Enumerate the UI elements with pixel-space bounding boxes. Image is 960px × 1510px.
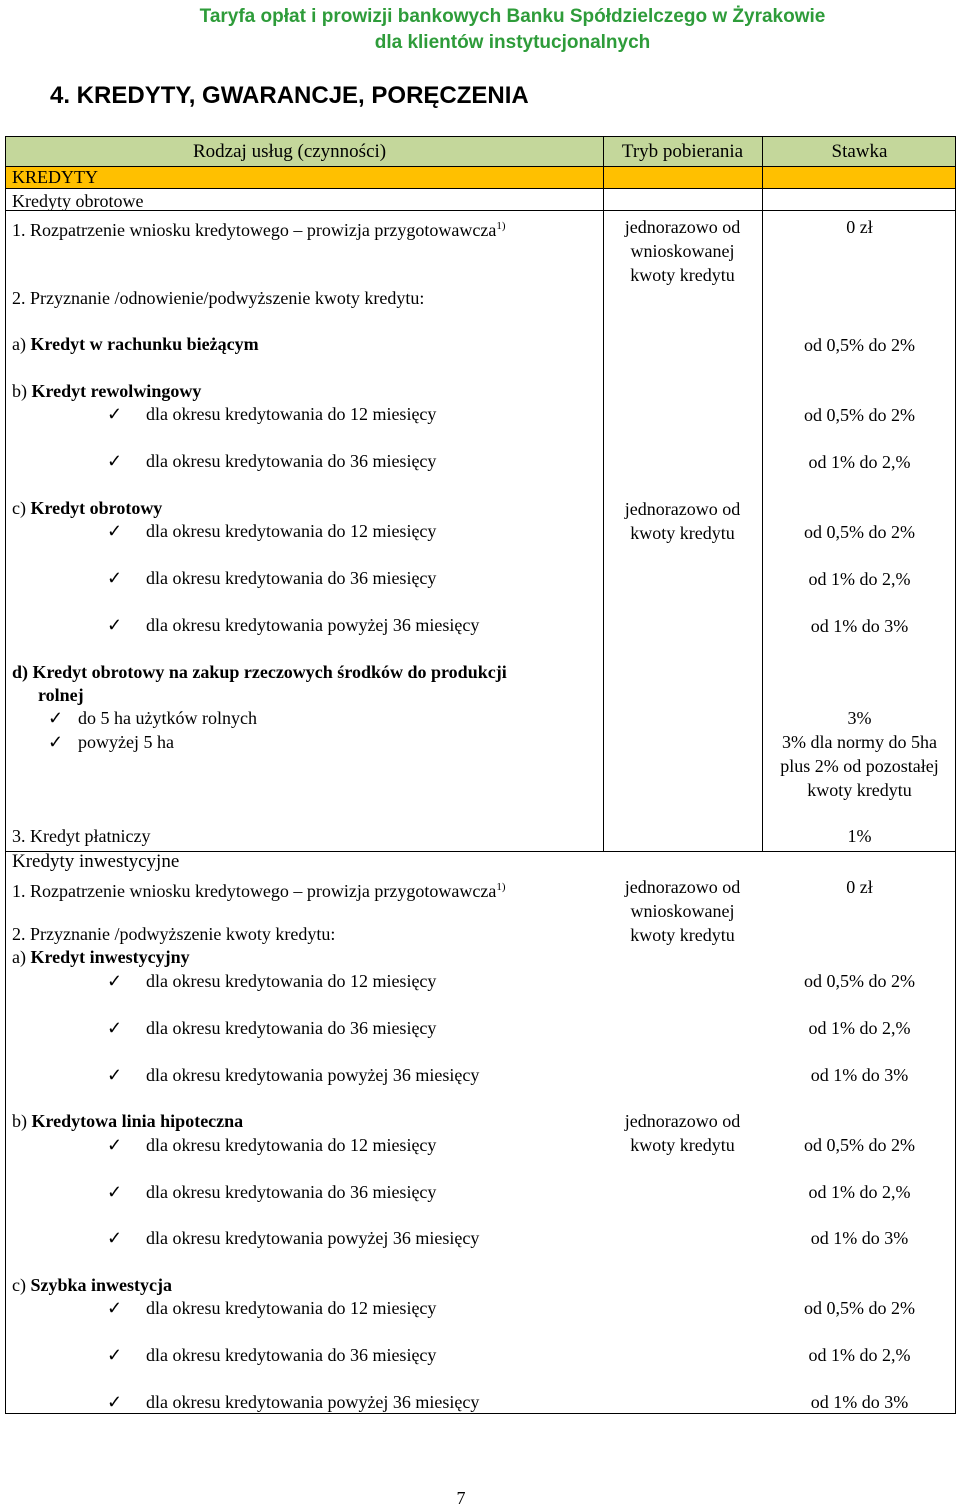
check-icon: ✓ xyxy=(107,1135,123,1155)
check-icon: ✓ xyxy=(107,1065,123,1085)
period-label: dla okresu kredytowania powyżej 36 miesięcy xyxy=(146,1065,480,1085)
check-icon: ✓ xyxy=(107,1228,123,1248)
check-icon: ✓ xyxy=(107,1392,123,1412)
period-label: dla okresu kredytowania powyżej 36 miesięcy xyxy=(146,615,480,635)
check-icon: ✓ xyxy=(107,1018,123,1038)
mode-line: kwoty kredytu xyxy=(630,265,735,285)
fee-rate xyxy=(763,706,956,802)
item-prefix: b) xyxy=(12,1111,32,1131)
period-label: dla okresu kredytowania do 36 miesięcy xyxy=(146,568,437,588)
footnote-marker: 1) xyxy=(496,220,506,232)
page-number: 7 xyxy=(456,1488,466,1508)
footnote-marker: 1) xyxy=(496,881,506,893)
fee-rate: od 1% do 2,% xyxy=(808,452,911,472)
column-header-mode: Tryb pobierania xyxy=(621,141,744,162)
mode-line: jednorazowo od xyxy=(624,877,741,897)
check-icon: ✓ xyxy=(48,732,64,752)
section-title: 4. KREDYTY, GWARANCJE, PORĘCZENIA xyxy=(50,82,529,109)
item-prefix: a) xyxy=(12,947,31,967)
rate-line: 3% dla normy do 5ha xyxy=(782,732,937,752)
rate-line: 3% xyxy=(847,708,872,728)
credit-type xyxy=(12,333,259,355)
period-label: dla okresu kredytowania do 36 miesięcy xyxy=(146,451,437,471)
rate-line: plus 2% od pozostałej xyxy=(780,756,939,776)
mode-line: jednorazowo od xyxy=(624,499,741,519)
credit-type-title: rolnej xyxy=(38,685,84,705)
mode-line: wnioskowanej xyxy=(630,901,735,921)
fee-rate: od 1% do 2,% xyxy=(808,1345,911,1365)
category-label: KREDYTY xyxy=(12,167,98,187)
mode-line: wnioskowanej xyxy=(630,241,735,261)
document-header-title: Taryfa opłat i prowizji bankowych Banku Spółdzielczego w Żyrakowie xyxy=(199,6,826,27)
credit-type-title: Kredyt inwestycyjny xyxy=(30,947,190,967)
fee-rate: od 0,5% do 2% xyxy=(804,971,915,991)
credit-type-title: Kredyt rewolwingowy xyxy=(31,381,202,401)
fee-rate: od 0,5% do 2% xyxy=(804,1135,915,1155)
fee-rate: od 0,5% do 2% xyxy=(804,335,915,355)
fee-mode xyxy=(604,215,761,287)
mode-line: jednorazowo od xyxy=(624,217,741,237)
column-header-rate: Stawka xyxy=(831,141,888,162)
fee-item: 2. Przyznanie /odnowienie/podwyższenie kwoty kredytu: xyxy=(12,288,425,308)
mode-line: kwoty kredytu xyxy=(630,523,735,543)
period-label: dla okresu kredytowania do 36 miesięcy xyxy=(146,1018,437,1038)
mode-line: jednorazowo od xyxy=(624,1111,741,1131)
fee-rate: od 1% do 2,% xyxy=(808,1018,911,1038)
mode-line: kwoty kredytu xyxy=(630,1135,735,1155)
item-prefix: a) xyxy=(12,334,31,354)
rate-line: kwoty kredytu xyxy=(807,780,912,800)
fee-mode xyxy=(604,875,761,947)
credit-type xyxy=(12,1274,172,1296)
item-prefix: b) xyxy=(12,381,32,401)
credit-type xyxy=(12,497,162,519)
fee-rate: 1% xyxy=(847,826,872,846)
check-icon: ✓ xyxy=(107,568,123,588)
item-prefix: c) xyxy=(12,1275,31,1295)
fee-rate: od 0,5% do 2% xyxy=(804,405,915,425)
period-label: dla okresu kredytowania do 36 miesięcy xyxy=(146,1345,437,1365)
fee-item: 3. Kredyt płatniczy xyxy=(12,826,151,846)
fee-rate: od 1% do 3% xyxy=(810,1065,909,1085)
row-divider xyxy=(6,210,955,211)
fee-rate: od 1% do 3% xyxy=(810,1392,909,1412)
fee-item-label: 1. Rozpatrzenie wniosku kredytowego – prowizja przygotowawcza xyxy=(12,881,497,901)
fee-rate: 0 zł xyxy=(846,217,873,237)
check-icon: ✓ xyxy=(107,1345,123,1365)
period-label: dla okresu kredytowania powyżej 36 miesięcy xyxy=(146,1392,480,1412)
fee-mode xyxy=(604,497,761,545)
fee-item xyxy=(12,876,506,902)
period-label: dla okresu kredytowania do 12 miesięcy xyxy=(146,521,437,541)
credit-type-title: Kredyt obrotowy xyxy=(30,498,163,518)
credit-type-title: Szybka inwestycja xyxy=(30,1275,172,1295)
fee-rate: 0 zł xyxy=(846,877,873,897)
subsection-title: Kredyty obrotowe xyxy=(12,191,144,211)
category-row xyxy=(6,166,955,188)
fee-rate: od 0,5% do 2% xyxy=(804,1298,915,1318)
credit-type-title: Kredytowa linia hipoteczna xyxy=(31,1111,244,1131)
mode-line: kwoty kredytu xyxy=(630,925,735,945)
check-icon: ✓ xyxy=(107,1182,123,1202)
fee-rate: od 1% do 2,% xyxy=(808,1182,911,1202)
fee-item-label: 1. Rozpatrzenie wniosku kredytowego – prowizja przygotowawcza xyxy=(12,220,497,240)
credit-type-title: Kredyt w rachunku bieżącym xyxy=(30,334,259,354)
check-icon: ✓ xyxy=(107,521,123,541)
column-header-service: Rodzaj usług (czynności) xyxy=(193,141,387,162)
period-label: dla okresu kredytowania do 12 miesięcy xyxy=(146,1298,437,1318)
period-label: dla okresu kredytowania do 36 miesięcy xyxy=(146,1182,437,1202)
check-icon: ✓ xyxy=(107,971,123,991)
check-icon: ✓ xyxy=(107,404,123,424)
check-icon: ✓ xyxy=(107,615,123,635)
fee-rate: od 0,5% do 2% xyxy=(804,522,915,542)
fee-rate: od 1% do 3% xyxy=(810,1228,909,1248)
fee-mode xyxy=(604,1109,761,1157)
fee-item xyxy=(12,215,506,241)
check-icon: ✓ xyxy=(107,451,123,471)
row-divider xyxy=(6,166,955,167)
credit-type xyxy=(12,1110,243,1132)
area-label: powyżej 5 ha xyxy=(78,732,174,752)
document-header-subtitle: dla klientów instytucjonalnych xyxy=(374,32,651,53)
period-label: dla okresu kredytowania do 12 miesięcy xyxy=(146,971,437,991)
period-label: dla okresu kredytowania do 12 miesięcy xyxy=(146,1135,437,1155)
row-divider xyxy=(6,188,955,189)
item-prefix: c) xyxy=(12,498,31,518)
period-label: dla okresu kredytowania powyżej 36 miesięcy xyxy=(146,1228,480,1248)
check-icon: ✓ xyxy=(107,1298,123,1318)
period-label: dla okresu kredytowania do 12 miesięcy xyxy=(146,404,437,424)
fee-rate: od 1% do 2,% xyxy=(808,569,911,589)
credit-type xyxy=(12,380,201,402)
credit-type-title: d) Kredyt obrotowy na zakup rzeczowych środków do produkcji xyxy=(12,662,507,682)
fee-item: 2. Przyznanie /podwyższenie kwoty kredytu: xyxy=(12,924,336,944)
area-label: do 5 ha użytków rolnych xyxy=(78,708,257,728)
fee-table xyxy=(5,136,956,1414)
check-icon: ✓ xyxy=(48,708,64,728)
fee-rate: od 1% do 3% xyxy=(810,616,909,636)
credit-type xyxy=(12,946,190,968)
subsection-title: Kredyty inwestycyjne xyxy=(12,851,180,872)
